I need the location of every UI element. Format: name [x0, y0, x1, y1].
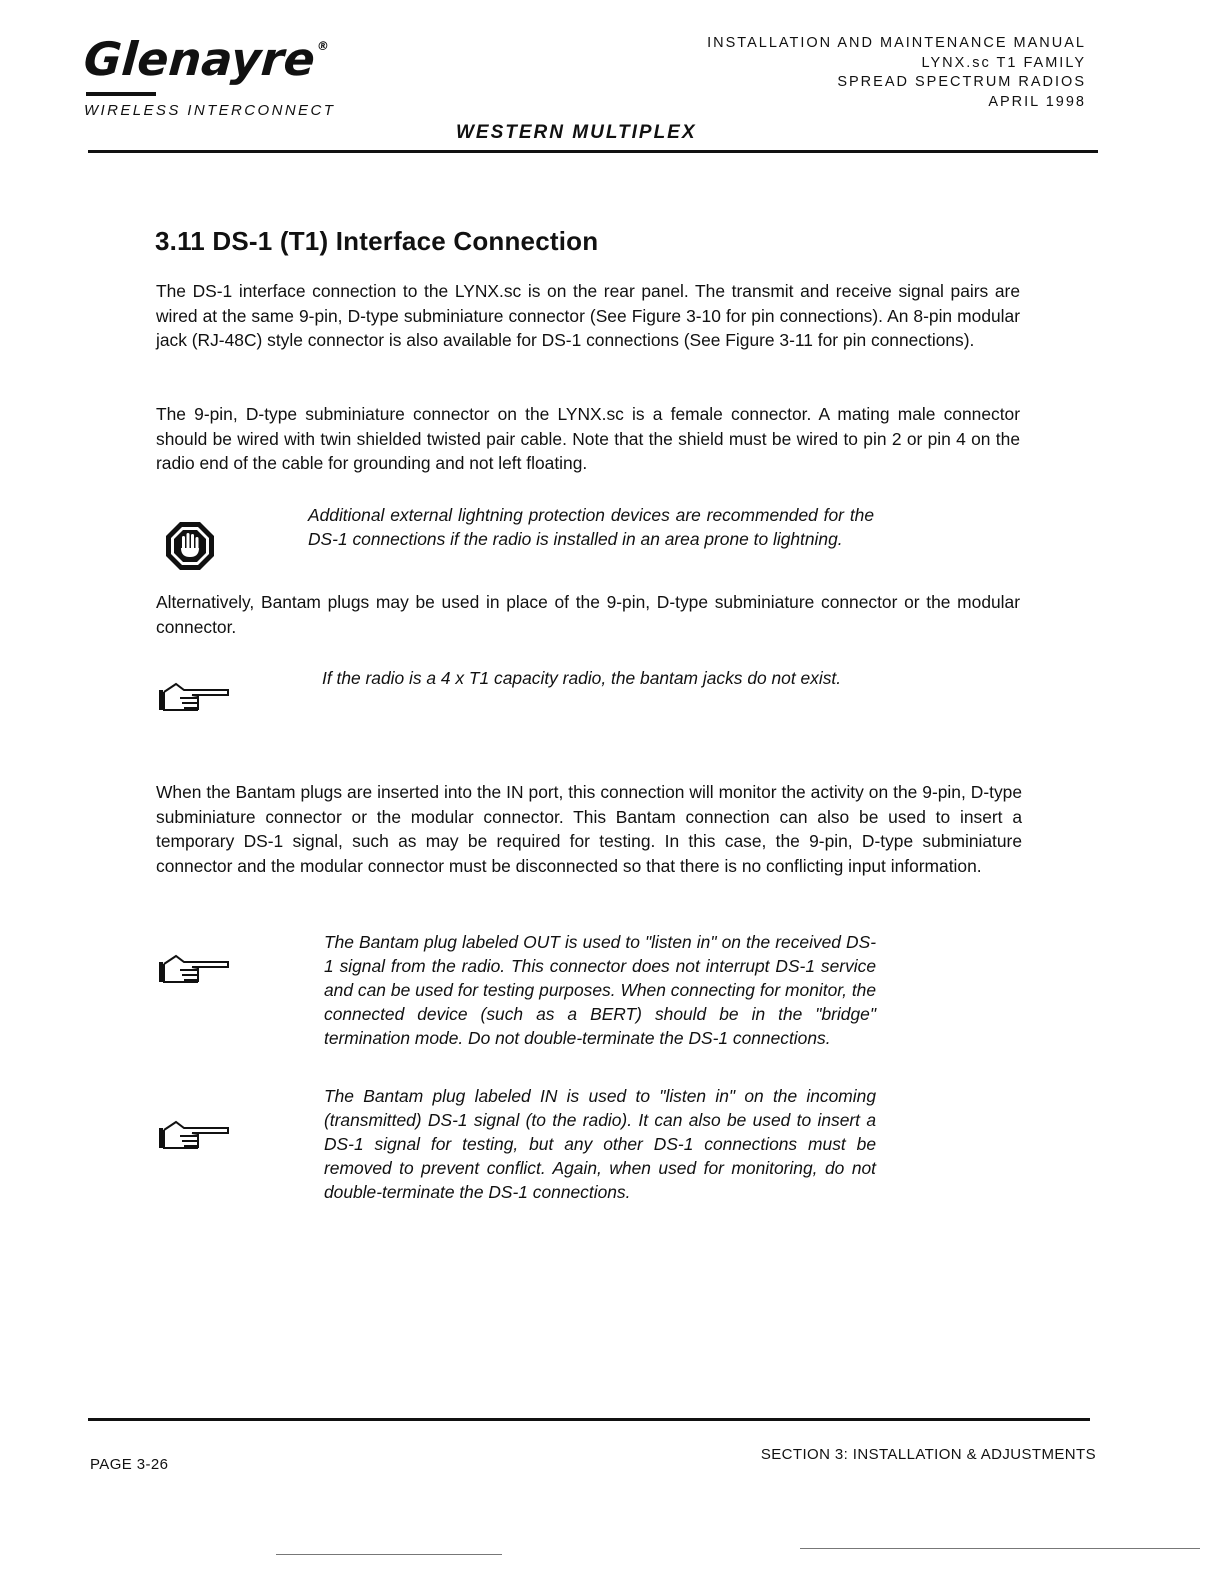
- caution-lightning: Additional external lightning protection devices are recommended for the DS-1 connections if the radio is installed in an area prone to lightning.: [308, 505, 874, 549]
- section-label: SECTION 3: INSTALLATION & ADJUSTMENTS: [760, 1446, 1096, 1463]
- header-rule: [88, 150, 1098, 153]
- logo-text: Glenayre: [82, 32, 317, 86]
- footer-rule: [88, 1418, 1090, 1421]
- note-bantam-out: The Bantam plug labeled OUT is used to "listen in" on the received DS-1 signal from the radio. This connector does not interrupt DS-1 service and can be used for testing purposes. When connecting for monitor, the connected device (such as a BERT) should be in the "bridge" termination mode. Do not double-terminate the DS-1 connections.: [324, 932, 876, 1048]
- note-4xt1: If the radio is a 4 x T1 capacity radio, the bantam jacks do not exist.: [322, 668, 842, 688]
- paragraph-connector-wiring: The 9-pin, D-type subminiature connector on the LYNX.sc is a female connector. A mating male connector should be wired with twin shielded twisted pair cable. Note that the shield must be wired to pin 2 or pin 4 on the radio end of the cable for grounding and not left floating.: [156, 404, 1020, 473]
- note-bantam-in: The Bantam plug labeled IN is used to "listen in" on the incoming (transmitted) DS-1 signal (to the radio). It can also be used to insert a DS-1 signal for testing, but any other DS-1 connections must be removed to prevent conflict. Again, when used for monitoring, do not double-terminate the DS-1 connections.: [324, 1086, 876, 1202]
- registered-mark: ®: [316, 39, 330, 53]
- paragraph-bantam-monitor: When the Bantam plugs are inserted into the IN port, this connection will monitor the activity on the 9-pin, D-type subminiature connector or the modular connector. This Bantam connection can also be used to insert a temporary DS-1 signal, such as may be required for testing. In this case, the 9-pin, D-type subminiature connector and the modular connector must be disconnected so that there is no conflicting input information.: [156, 782, 1022, 876]
- stop-hand-icon: [164, 520, 216, 572]
- paragraph-interface-location: The DS-1 interface connection to the LYNX.sc is on the rear panel. The transmit and receive signal pairs are wired at the same 9-pin, D-type subminiature connector (See Figure 3-10 for pin connections). An 8-pin modular jack (RJ-48C) style connector is also available for DS-1 connections (See Figure 3-11 for pin connections).: [156, 281, 1020, 350]
- brand-name: WESTERN MULTIPLEX: [456, 122, 697, 143]
- paragraph-bantam-alternative: Alternatively, Bantam plugs may be used in place of the 9-pin, D-type subminiature connector or the modular connector.: [156, 592, 1020, 637]
- scan-artifact: [276, 1554, 502, 1555]
- page-number: PAGE 3-26: [90, 1456, 169, 1473]
- pointing-hand-icon: [158, 1118, 234, 1154]
- product-type: SPREAD SPECTRUM RADIOS: [837, 74, 1086, 90]
- manual-title: INSTALLATION AND MAINTENANCE MANUAL: [707, 35, 1086, 51]
- scan-artifact: [800, 1548, 1200, 1549]
- section-heading: 3.11 DS-1 (T1) Interface Connection: [155, 226, 599, 256]
- manual-info: [707, 34, 1086, 112]
- pointing-hand-icon: [158, 952, 234, 988]
- pointing-hand-icon: [158, 680, 234, 716]
- logo-tagline: WIRELESS INTERCONNECT: [84, 102, 336, 119]
- publication-date: APRIL 1998: [988, 93, 1086, 110]
- product-family: LYNX.sc T1 FAMILY: [921, 54, 1086, 71]
- logo-underline: [86, 92, 156, 96]
- company-logo: [82, 32, 330, 86]
